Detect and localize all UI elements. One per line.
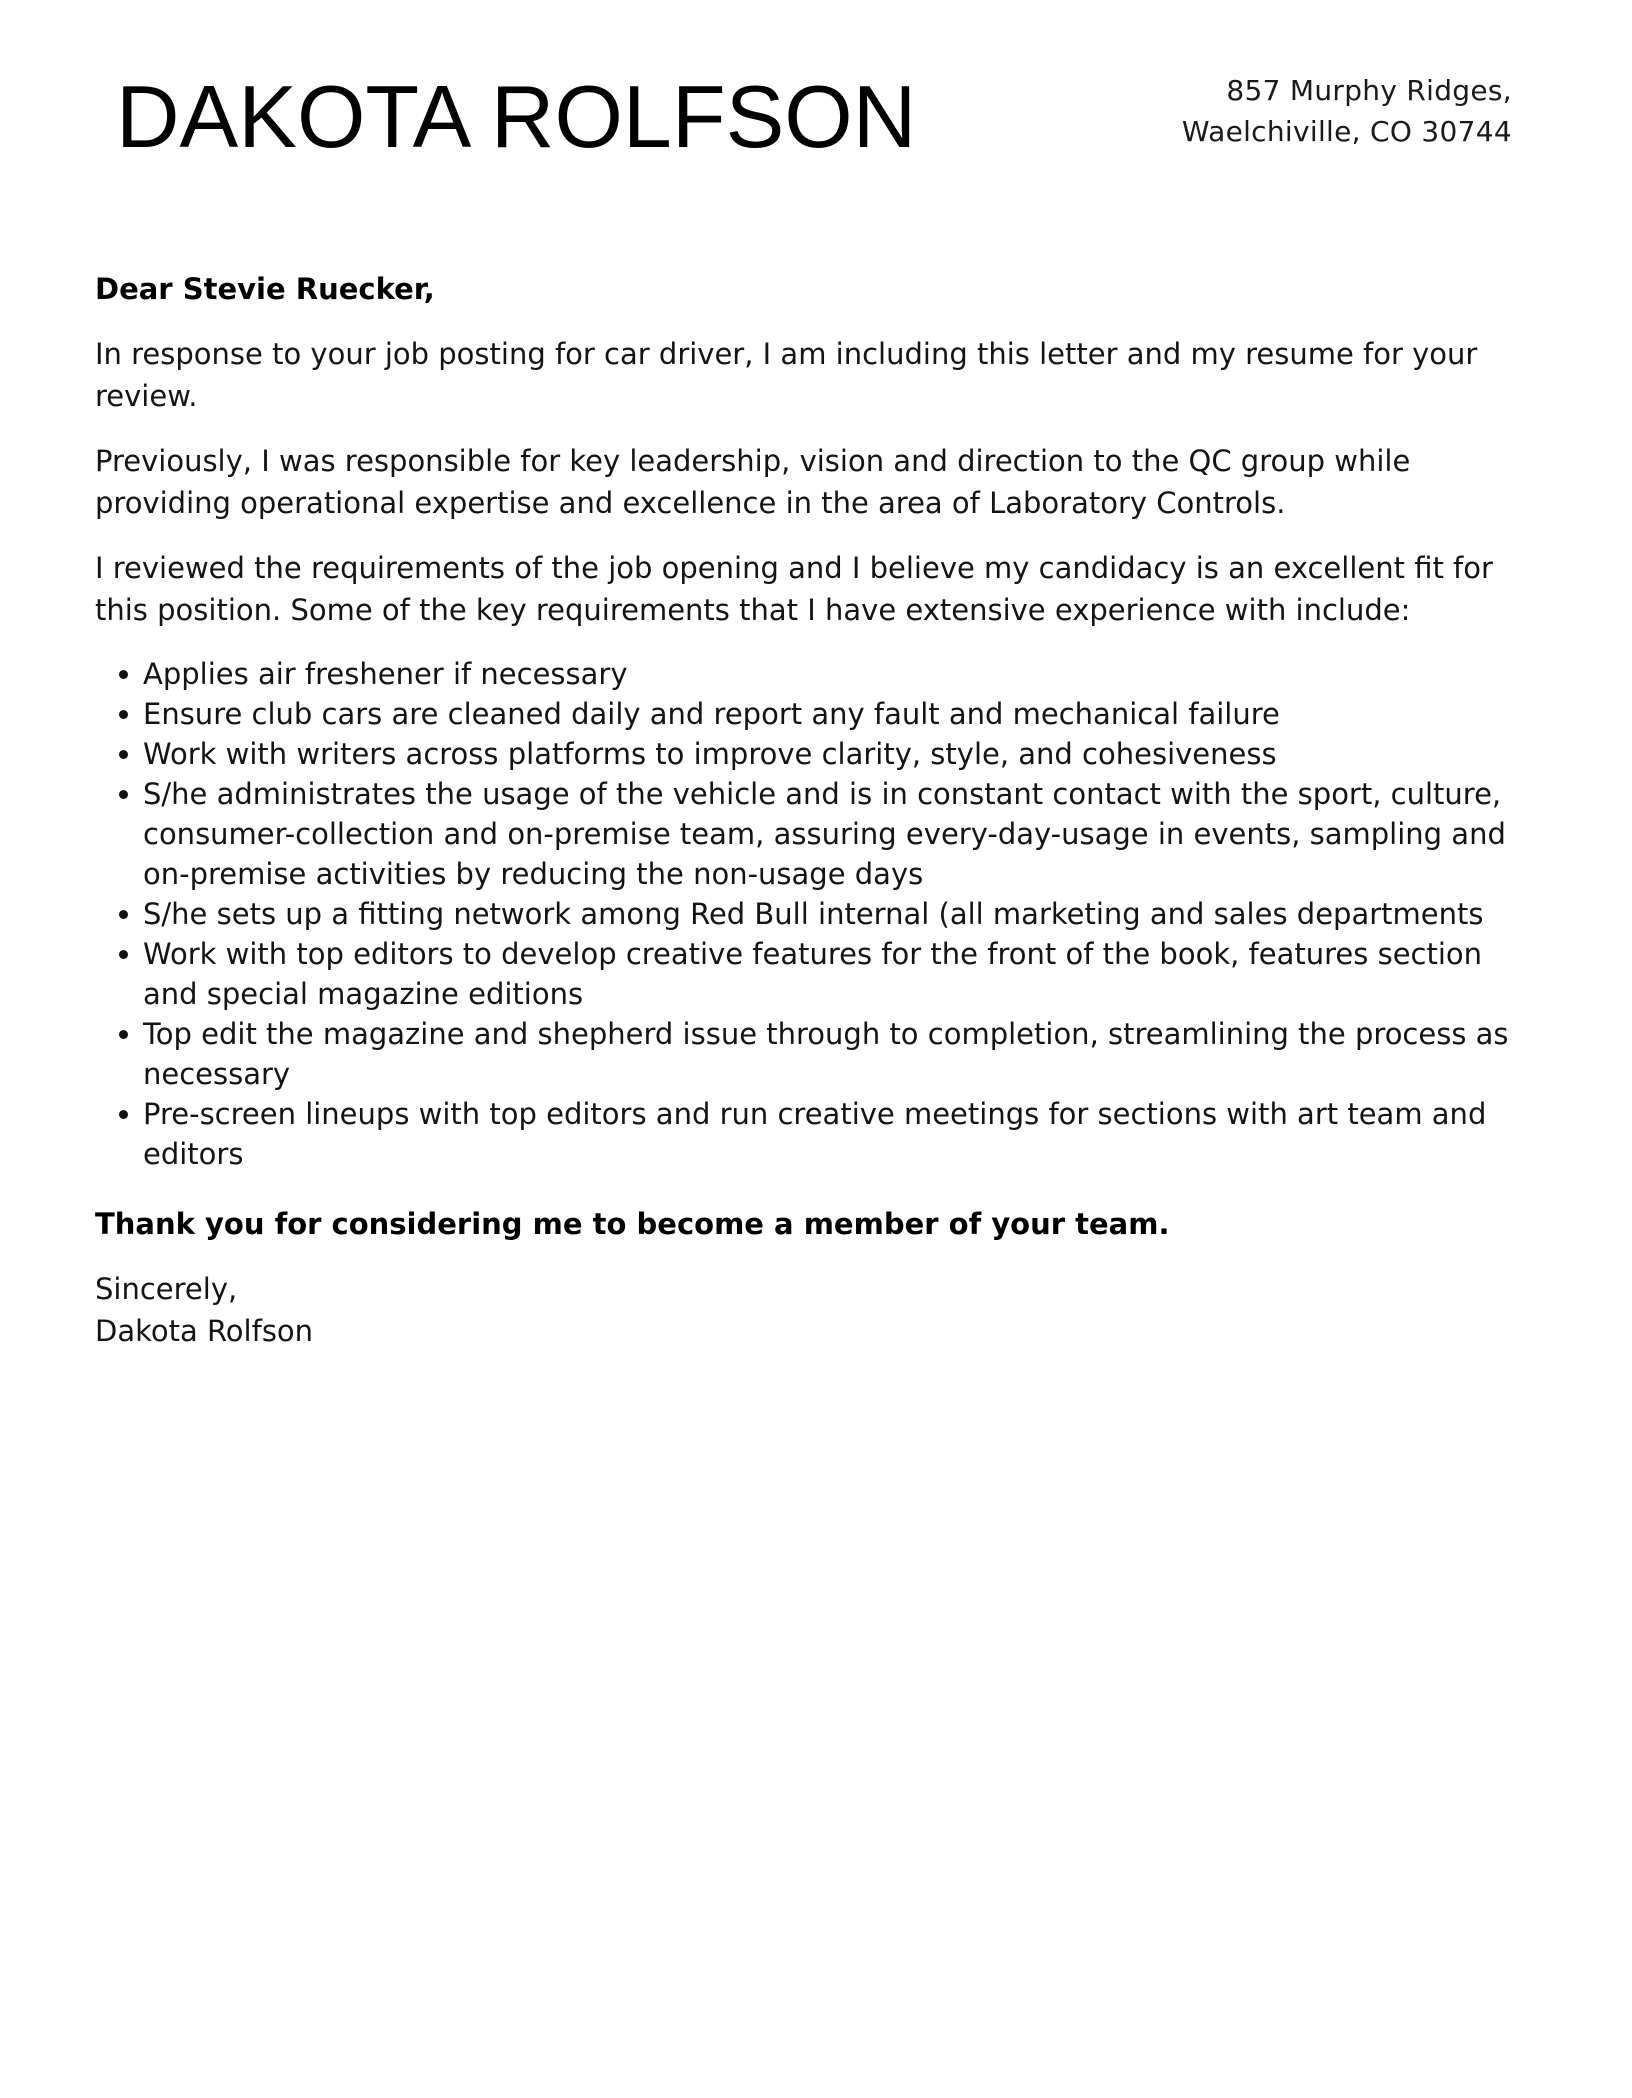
closing-statement: Thank you for considering me to become a member of your team.	[95, 1207, 1170, 1241]
applicant-address	[1182, 70, 1512, 152]
paragraph-experience: Previously, I was responsible for key leadership, vision and direction to the QC group while providing operational expertise and excellence in the area of Laboratory Controls.	[95, 444, 1411, 520]
greeting: Dear Stevie Ruecker,	[95, 272, 435, 306]
paragraph-requirements: I reviewed the requirements of the job opening and I believe my candidacy is an excellent fit for this position. Some of the key requirements that I have extensive experience with include:	[95, 551, 1493, 627]
signature-name: Dakota Rolfson	[95, 1314, 314, 1348]
list-item	[95, 934, 1535, 1014]
letter-body	[95, 268, 1535, 1352]
list-item-text: Pre-screen lineups with top editors and run creative meetings for sections with art team and editors	[143, 1097, 1487, 1171]
address-line-2: Waelchiville, CO 30744	[1181, 115, 1512, 148]
list-item-text: S/he sets up a fitting network among Red Bull internal (all marketing and sales departments	[143, 897, 1484, 931]
list-item	[95, 894, 1535, 934]
signoff: Sincerely,	[95, 1272, 238, 1306]
list-item	[95, 1094, 1535, 1174]
bullet-icon	[119, 1110, 128, 1119]
list-item	[95, 774, 1535, 894]
signoff-block	[95, 1268, 1535, 1352]
list-item	[95, 654, 1535, 694]
bullet-icon	[119, 950, 128, 959]
list-item-text: Top edit the magazine and shepherd issue through to completion, streamlining the process as necessary	[143, 1017, 1509, 1091]
requirements-list	[95, 654, 1535, 1174]
list-item-text: Work with writers across platforms to improve clarity, style, and cohesiveness	[143, 737, 1277, 771]
bullet-icon	[119, 710, 128, 719]
letter-header	[0, 0, 1632, 200]
bullet-icon	[119, 1030, 128, 1039]
list-item	[95, 694, 1535, 734]
bullet-icon	[119, 910, 128, 919]
list-item	[95, 734, 1535, 774]
address-line-1: 857 Murphy Ridges,	[1226, 74, 1512, 107]
list-item-text: Applies air freshener if necessary	[143, 657, 628, 691]
list-item	[95, 1014, 1535, 1094]
bullet-icon	[119, 750, 128, 759]
bullet-icon	[119, 670, 128, 679]
list-item-text: Ensure club cars are cleaned daily and report any fault and mechanical failure	[143, 697, 1280, 731]
bullet-icon	[119, 790, 128, 799]
paragraph-intro: In response to your job posting for car driver, I am including this letter and my resume for your review.	[95, 337, 1478, 413]
list-item-text: Work with top editors to develop creative features for the front of the book, features section and special magazine editions	[143, 937, 1483, 1011]
applicant-name: DAKOTA ROLFSON	[116, 67, 917, 166]
list-item-text: S/he administrates the usage of the vehicle and is in constant contact with the sport, culture, consumer-collection and on-premise team, assuring every-day-usage in events, sampling and on-premise activities by reducing the non-usage days	[143, 777, 1506, 891]
